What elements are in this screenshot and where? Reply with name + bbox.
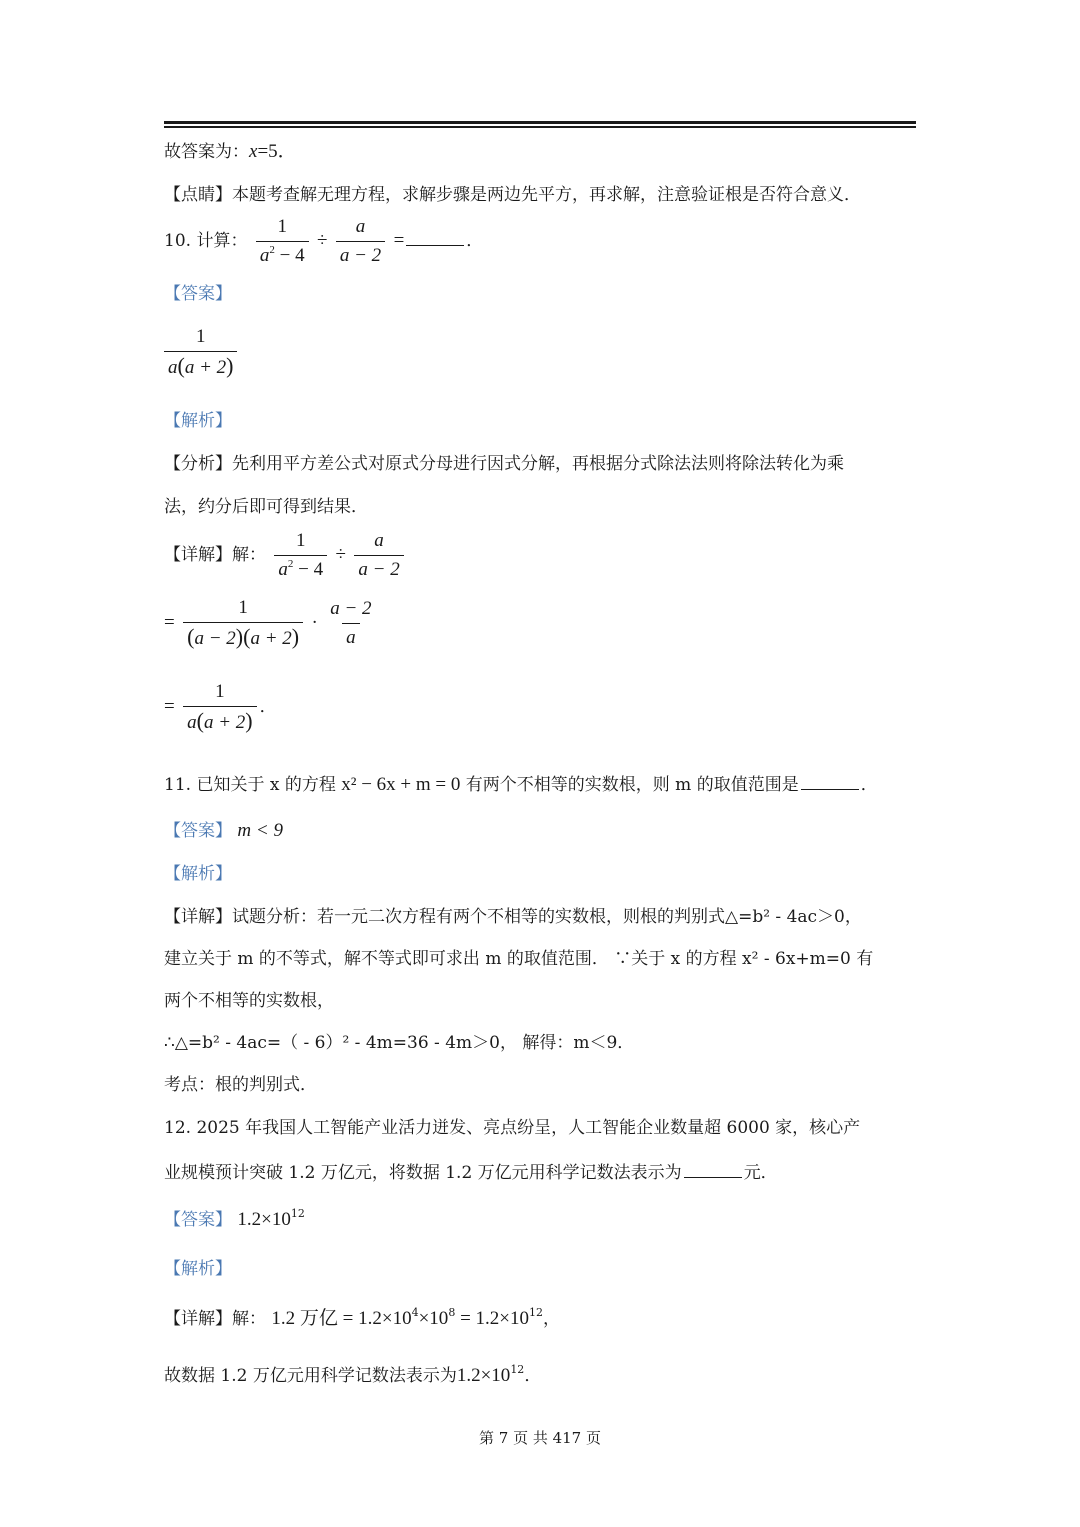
exponent-8: 8 [448, 1306, 456, 1319]
fraction-denominator: a(a + 2) [164, 351, 237, 379]
detail-step-1 [164, 530, 407, 581]
fraction-denominator: a [342, 623, 360, 649]
fraction-numerator: 1 [195, 326, 206, 347]
question-text-end: 元． [743, 1163, 778, 1183]
detail-q11-line-2: 建立关于 m 的不等式，解不等式即可求出 m 的取值范围． ∵关于 x 的方程 x² ‐ 6x+m=0 有 [164, 949, 874, 969]
header-rule-thin [164, 126, 916, 128]
question-12-line-2 [164, 1159, 778, 1185]
divide-sign: ÷ [335, 544, 346, 565]
analysis-tag-q10: 【解析】 [164, 411, 232, 431]
fraction-denominator: $a^2 - 4$ [274, 555, 327, 581]
tip-line: 【点睛】本题考查解无理方程，求解步骤是两边先平方，再求解，注意验证根是否符合意义． [164, 185, 861, 205]
answer-value: m < 9 [237, 820, 283, 841]
denominator-rest: − 4 [274, 245, 305, 266]
fraction-denominator: a − 2 [336, 241, 385, 267]
header-rule-thick [164, 121, 916, 124]
question-text: 11. 已知关于 x 的方程 [164, 775, 336, 795]
factored-fraction [183, 597, 303, 650]
answer-line-q9 [164, 140, 297, 164]
equals-sign: = [164, 612, 175, 633]
question-text-2: 有两个不相等的实数根，则 m 的取值范围是 [465, 775, 799, 795]
denominator-var: a [187, 712, 197, 733]
detail-q11-line-1: 【详解】试题分析：若一元二次方程有两个不相等的实数根，则根的判别式△=b² ‐ 4ac＞0， [164, 907, 862, 927]
question-label: 计算： [196, 231, 248, 251]
fraction-2 [336, 216, 385, 267]
analysis-tag-q11: 【解析】 [164, 864, 232, 884]
answer-tag: 【答案】 [164, 821, 232, 841]
fraction-numerator: 1 [277, 216, 287, 237]
denominator-group: a + 2 [203, 712, 246, 733]
fraction-2 [354, 530, 403, 581]
detail-q12-line-2 [164, 1364, 541, 1388]
answer-value: =5． [257, 141, 297, 162]
period: ． [524, 1366, 542, 1386]
fraction-1 [256, 216, 309, 267]
question-12-line-1: 12. 2025 年我国人工智能产业活力迸发、亮点纷呈，人工智能企业数量超 6000 家，核心产 [164, 1118, 861, 1138]
detail-q11-line-5: 考点：根的判别式． [164, 1075, 317, 1095]
answer-tag-q10: 【答案】 [164, 284, 232, 304]
answer-q11 [164, 819, 283, 843]
reciprocal-fraction [326, 598, 375, 649]
fraction-numerator: a [355, 216, 366, 237]
fraction-denominator: a(a + 2) [183, 706, 256, 734]
answer-prefix: 故答案为： [164, 142, 249, 162]
answer-blank [406, 227, 464, 246]
answer-variable: x [249, 141, 258, 162]
detail-tag: 【详解】解： [164, 1309, 266, 1329]
detail-tag: 【详解】解： [164, 545, 266, 565]
fraction-denominator: (a − 2)(a + 2) [183, 622, 303, 650]
answer-q10 [164, 326, 237, 379]
answer-tag: 【答案】 [164, 1210, 232, 1230]
multiply-dot: · [311, 612, 318, 633]
answer-blank [801, 771, 859, 790]
detail-q12-line-1 [164, 1307, 560, 1331]
comma: ， [543, 1309, 560, 1329]
period: ． [466, 231, 484, 251]
analysis-tag-q12: 【解析】 [164, 1259, 232, 1279]
analysis-line-2: 法，约分后即可得到结果． [164, 497, 368, 517]
conclusion-base: 1.2×10 [456, 1365, 511, 1386]
equals-sign: = [164, 696, 175, 717]
conclusion-exponent: 12 [510, 1363, 525, 1376]
detail-step-3 [164, 681, 277, 734]
divide-sign: ÷ [316, 230, 328, 251]
denominator-group: a + 2 [184, 357, 227, 378]
period: ． [860, 775, 878, 795]
denominator-var: a [278, 559, 288, 580]
denominator-rest: − 4 [293, 559, 324, 580]
detail-q11-line-3: 两个不相等的实数根， [164, 991, 334, 1011]
detail-q11-line-4: ∴△=b² ‐ 4ac=（ ‐ 6）² ‐ 4m=36 ‐ 4m＞0， 解得：m＜9． [164, 1033, 635, 1053]
equals-sign: = [393, 230, 405, 251]
analysis-line-1: 【分析】先利用平方差公式对原式分母进行因式分解，再根据分式除法法则将除法转化为乘 [164, 454, 844, 474]
denominator-var: a [168, 357, 178, 378]
expr-part-1: 1.2 万亿 = 1.2×10 [271, 1308, 412, 1329]
question-number: 10. [164, 231, 192, 251]
expr-part-2: ×10 [418, 1308, 449, 1329]
answer-q12 [164, 1208, 305, 1232]
answer-exponent: 12 [290, 1207, 305, 1220]
result-fraction [183, 681, 256, 734]
factor-2: a + 2 [250, 628, 292, 649]
denominator-var: a [259, 245, 270, 266]
fraction-numerator: a [374, 530, 384, 551]
fraction-numerator: a − 2 [330, 598, 372, 619]
fraction-denominator: $a^2 - 4$ [256, 241, 309, 267]
conclusion-text: 故数据 1.2 万亿元用科学记数法表示为 [164, 1366, 457, 1386]
answer-blank [684, 1159, 742, 1178]
question-11 [164, 771, 878, 797]
fraction-numerator: 1 [296, 530, 306, 551]
expr-part-3: = 1.2×10 [455, 1308, 529, 1329]
fraction-1 [274, 530, 327, 581]
exponent-12: 12 [529, 1306, 543, 1319]
factor-1: a − 2 [194, 628, 236, 649]
question-text: 业规模预计突破 1.2 万亿元，将数据 1.2 万亿元用科学记数法表示为 [164, 1163, 682, 1183]
period: ． [259, 697, 277, 717]
equation: x² − 6x + m = 0 [341, 774, 461, 795]
answer-fraction [164, 326, 237, 379]
page-footer: 第 7 页 共 417 页 [478, 1429, 601, 1447]
fraction-numerator: 1 [215, 681, 225, 702]
answer-base: 1.2×10 [237, 1209, 291, 1230]
fraction-denominator: a − 2 [354, 555, 403, 581]
exponent-4: 4 [411, 1306, 419, 1319]
fraction-numerator: 1 [238, 597, 248, 618]
question-10 [164, 216, 483, 267]
detail-step-2 [164, 597, 379, 650]
